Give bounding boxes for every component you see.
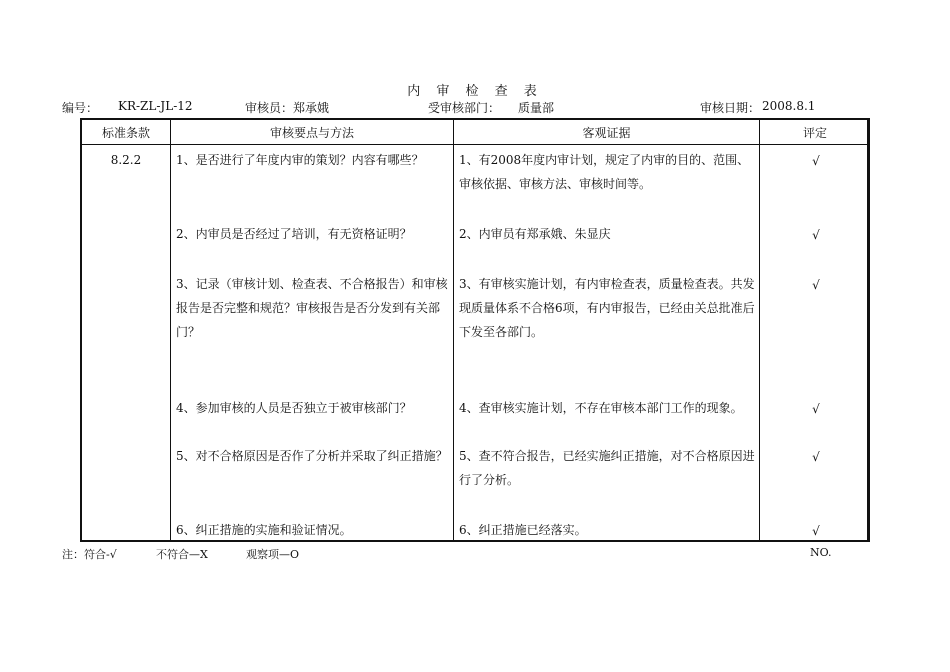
legend-observe: 观察项—O (246, 548, 300, 561)
page-number-label: NO. (810, 546, 832, 559)
header-evidence: 客观证据 (582, 126, 631, 140)
header-method: 审核要点与方法 (269, 126, 354, 140)
question-2: 2、内审员是否经过了培训，有无资格证明？ (176, 227, 412, 241)
question-6: 6、纠正措施的实施和验证情况。 (176, 523, 352, 537)
header-divider (82, 144, 867, 145)
dept-label: 受审核部门： (428, 101, 501, 115)
header-clause: 标准条款 (101, 126, 150, 140)
question-1: 1、是否进行了年度内审的策划？内容有哪些？ (176, 153, 424, 167)
date-value: 2008.8.1 (762, 99, 816, 113)
legend-nonconform: 不符合—X (156, 548, 208, 561)
rating-1: √ (812, 154, 820, 168)
evidence-4: 4、查审核实施计划，不存在审核本部门工作的现象。 (459, 401, 743, 415)
rating-3: √ (812, 278, 820, 292)
dept-value: 质量部 (518, 101, 555, 115)
evidence-1: 1、有2008年度内审计划，规定了内审的目的、范围、审核依据、审核方法、审核时间等。 (459, 153, 750, 191)
rating-6: √ (812, 524, 820, 538)
question-3: 3、记录（审核计划、检查表、不合格报告）和审核报告是否完整和规范？审核报告是否分发到有关部门？ (176, 277, 448, 339)
number-label: 编号： (62, 101, 99, 115)
number-value: KR-ZL-JL-12 (118, 99, 193, 113)
clause-number: 8.2.2 (110, 153, 142, 167)
date-label: 审核日期： (700, 101, 761, 115)
legend-conform: 注：符合-√ (62, 548, 117, 561)
evidence-6: 6、纠正措施已经落实。 (459, 523, 587, 537)
evidence-5: 5、查不符合报告，已经实施纠正措施，对不合格原因进行了分析。 (459, 449, 755, 487)
rating-5: √ (812, 450, 820, 464)
evidence-3: 3、有审核实施计划，有内审检查表，质量检查表。共发现质量体系不合格6项，有内审报告，已经由关总批准后下发至各部门。 (459, 277, 755, 339)
page-title: 内 审 检 查 表 (407, 84, 543, 99)
audit-table (80, 118, 870, 542)
rating-4: √ (812, 402, 820, 416)
evidence-2: 2、内审员有郑承娥、朱显庆 (459, 227, 611, 241)
question-4: 4、参加审核的人员是否独立于被审核部门？ (176, 401, 412, 415)
column-divider (170, 120, 171, 540)
column-divider (759, 120, 760, 540)
question-5: 5、对不合格原因是否作了分析并采取了纠正措施？ (176, 449, 448, 463)
rating-2: √ (812, 228, 820, 242)
auditor: 审核员：郑承娥 (245, 101, 330, 115)
header-rating: 评定 (802, 126, 827, 140)
column-divider (453, 120, 454, 540)
